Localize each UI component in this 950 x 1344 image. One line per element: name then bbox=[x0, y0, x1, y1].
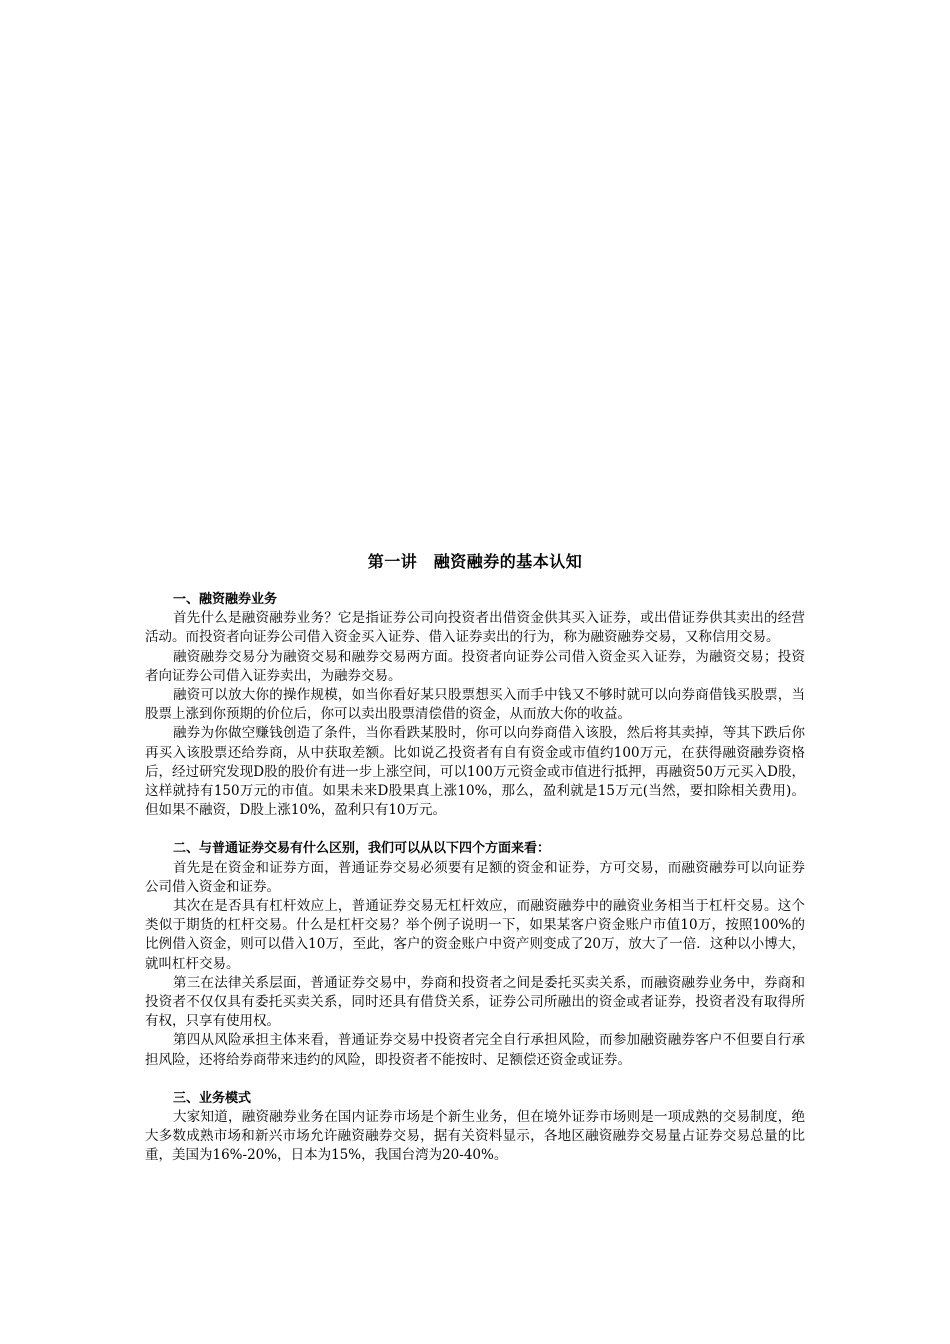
paragraph: 融资融券交易分为融资交易和融券交易两方面。投资者向证券公司借入资金买入证券，为融资交易；投资者向证券公司借入证券卖出，为融券交易。 bbox=[145, 648, 805, 684]
section-business-model bbox=[145, 1089, 805, 1166]
document-body bbox=[145, 590, 805, 1166]
section-differences bbox=[145, 839, 805, 1069]
paragraph: 第四从风险承担主体来看，普通证券交易中投资者完全自行承担风险，而参加融资融券客户不但要自行承担风险，还将给券商带来违约的风险，即投资者不能按时、足额偿还资金或证券。 bbox=[145, 1032, 805, 1068]
paragraph: 首先什么是融资融券业务？它是指证券公司向投资者出借资金供其买入证券，或出借证券供其卖出的经营活动。而投资者向证券公司借入资金买入证券、借入证券卖出的行为，称为融资融券交易，又称信用交易。 bbox=[145, 610, 805, 646]
paragraph: 第三在法律关系层面，普通证券交易中，券商和投资者之间是委托买卖关系，而融资融券业务中，券商和投资者不仅仅具有委托买卖关系，同时还具有借贷关系，证券公司所融出的资金或者证券，投资者没有取得所有权，只享有使用权。 bbox=[145, 974, 805, 1030]
section-margin-trading-business bbox=[145, 590, 805, 820]
document-title: 第一讲 融资融券的基本认知 bbox=[367, 551, 583, 571]
section-heading: 三、业务模式 bbox=[173, 1090, 252, 1106]
paragraph: 首先是在资金和证券方面，普通证券交易必须要有足额的资金和证券，方可交易，而融资融券可以向证券公司借入资金和证券。 bbox=[145, 859, 805, 895]
paragraph: 大家知道，融资融券业务在国内证券市场是个新生业务，但在境外证券市场则是一项成熟的交易制度，绝大多数成熟市场和新兴市场允许融资融券交易，据有关资料显示，各地区融资融券交易量占证券交易总量的比重，美国为16%-20%，日本为15%，我国台湾为20-40%。 bbox=[145, 1109, 805, 1164]
section-heading: 二、与普通证券交易有什么区别，我们可以从以下四个方面来看： bbox=[173, 841, 551, 857]
paragraph: 其次在是否具有杠杆效应上，普通证券交易无杠杆效应，而融资融券中的融资业务相当于杠杆交易。这个类似于期货的杠杆交易。什么是杠杆交易？举个例子说明一下，如果某客户资金账户市值10万，按照100%的比例借入资金，则可以借入10万，至此，客户的资金账户中资产则变成了20万，放大了一倍．这种以小博大，就叫杠杆交易。 bbox=[145, 898, 805, 972]
paragraph: 融券为你做空赚钱创造了条件，当你看跌某股时，你可以向券商借入该股，然后将其卖掉，等其下跌后你再买入该股票还给券商，从中获取差额。比如说乙投资者有自有资金或市值约100万元，在获得融资融券资格后，经过研究发现D股的股价有进一步上涨空间，可以100万元资金或市值进行抵押，再融资50万元买入D股，这样就持有150万元的市值。如果未来D股果真上涨10%，那么，盈利就是15万元(当然，要扣除相关费用)。但如果不融资，D股上涨10%，盈利只有10万元。 bbox=[145, 725, 805, 819]
paragraph: 融资可以放大你的操作规模，如当你看好某只股票想买入而手中钱又不够时就可以向券商借钱买股票，当股票上涨到你预期的价位后，你可以卖出股票清偿借的资金，从而放大你的收益。 bbox=[145, 687, 805, 723]
section-heading: 一、融资融券业务 bbox=[173, 592, 278, 607]
